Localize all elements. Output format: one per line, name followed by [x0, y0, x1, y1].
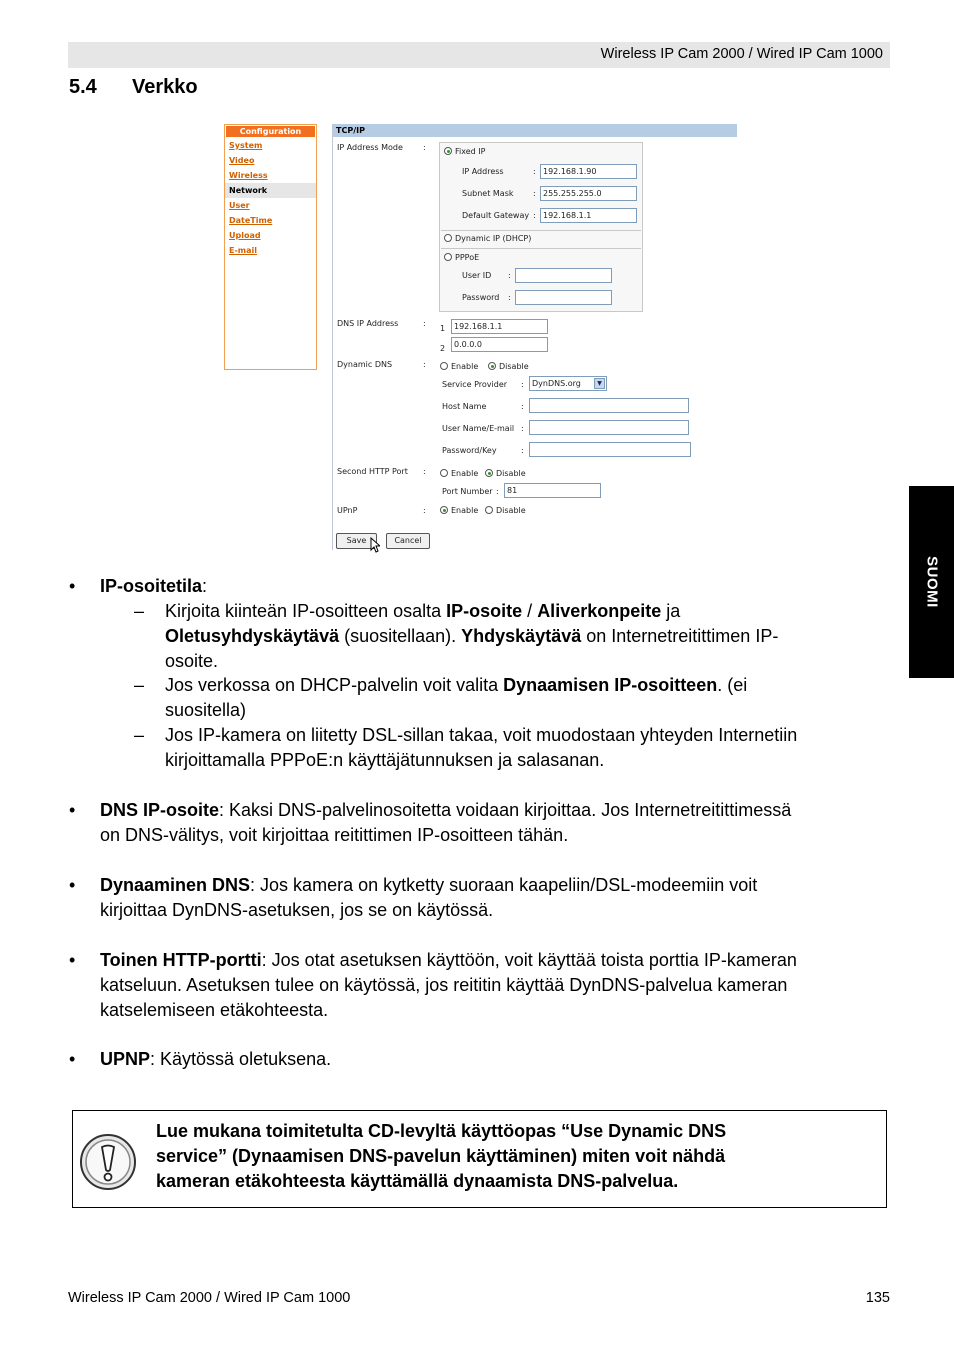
- sub-item-dhcp: Jos verkossa on DHCP-palvelin voit valita Dynaamisen IP-osoitteen. (ei suositella): [165, 675, 748, 720]
- ddns-label: Dynamic DNS: [337, 360, 393, 369]
- dns-label: DNS IP Address: [337, 319, 399, 328]
- running-header: [68, 42, 890, 68]
- radio-ddns-enable[interactable]: [440, 362, 448, 370]
- http2-enable-option[interactable]: Enable: [440, 469, 478, 478]
- divider: [441, 230, 641, 231]
- ip-address-label: IP Address: [462, 167, 504, 176]
- host-name-label: Host Name: [442, 402, 487, 411]
- radio-upnp-disable[interactable]: [485, 506, 493, 514]
- colon: :: [521, 424, 524, 433]
- ddns-key-label: Password/Key: [442, 446, 497, 455]
- nav-item-network[interactable]: Network: [225, 183, 316, 198]
- language-tab: [909, 486, 954, 678]
- nav-item-datetime[interactable]: DateTime: [229, 216, 273, 225]
- provider-label: Service Provider: [442, 380, 508, 389]
- ddns-disable-option[interactable]: Disable: [488, 362, 529, 371]
- colon: :: [423, 360, 426, 369]
- dash: –: [134, 601, 145, 621]
- ddns-enable-option[interactable]: Enable: [440, 362, 478, 371]
- config-nav-header: Configuration: [226, 126, 315, 137]
- sub-item-pppoe: Jos IP-kamera on liitetty DSL-sillan takaa, voit muodostaan yhteyden Internetiin kirjoittamalla PPPoE:n käyttäjätunnuksen ja salasanan.: [165, 725, 798, 770]
- colon: :: [508, 271, 511, 280]
- bullet: •: [69, 800, 76, 820]
- dns2-input[interactable]: 0.0.0.0: [451, 337, 548, 352]
- bullet-http2: Toinen HTTP-portti: Jos otat asetuksen käyttöön, voit käyttää toista porttia IP-kameran katseluun. Asetuksen tulee on käytössä, jos reititin käyttää DynDNS-palvelua kameran katselemiseen etäkohteesta.: [100, 950, 797, 1020]
- radio-fixed-ip[interactable]: [444, 147, 452, 155]
- running-header-title: Wireless IP Cam 2000 / Wired IP Cam 1000: [600, 46, 883, 62]
- pppoe-user-input[interactable]: [515, 268, 612, 283]
- subnet-input[interactable]: 255.255.255.0: [540, 186, 637, 201]
- bullet: •: [69, 875, 76, 895]
- http2-disable-option[interactable]: Disable: [485, 469, 526, 478]
- chevron-down-icon[interactable]: ▼: [594, 378, 605, 389]
- ip-address-input[interactable]: 192.168.1.90: [540, 164, 637, 179]
- mouse-cursor-icon: [370, 537, 380, 553]
- pppoe-password-input[interactable]: [515, 290, 612, 305]
- ddns-user-label: User Name/E-mail: [442, 424, 515, 433]
- nav-item-email[interactable]: E-mail: [229, 246, 258, 255]
- save-button[interactable]: Save: [336, 533, 377, 549]
- radio-ddns-disable[interactable]: [488, 362, 496, 370]
- colon: :: [533, 211, 536, 220]
- page-number: 135: [865, 1290, 890, 1306]
- bullet: •: [69, 1049, 76, 1069]
- panel-title: TCP/IP: [333, 124, 737, 137]
- dash: –: [134, 675, 145, 695]
- pppoe-option[interactable]: PPPoE: [444, 253, 479, 262]
- colon: :: [508, 293, 511, 302]
- exclamation-note-icon: [79, 1133, 137, 1191]
- colon: :: [423, 143, 426, 152]
- colon: :: [496, 487, 499, 496]
- bullet-ip-mode: IP-osoitetila:: [100, 576, 208, 596]
- fixed-ip-option[interactable]: Fixed IP: [444, 147, 485, 156]
- colon: :: [423, 467, 426, 476]
- gateway-input[interactable]: 192.168.1.1: [540, 208, 637, 223]
- gateway-label: Default Gateway: [462, 211, 530, 220]
- http2-label: Second HTTP Port: [337, 467, 408, 476]
- network-settings-screenshot: [222, 122, 738, 554]
- config-nav: [224, 124, 317, 370]
- dns1-input[interactable]: 192.168.1.1: [451, 319, 548, 334]
- radio-http2-disable[interactable]: [485, 469, 493, 477]
- colon: :: [423, 319, 426, 328]
- nav-item-wireless[interactable]: Wireless: [229, 171, 268, 180]
- colon: :: [521, 402, 524, 411]
- section-title: Verkko: [132, 76, 198, 98]
- ddns-user-input[interactable]: [529, 420, 689, 435]
- colon: :: [533, 189, 536, 198]
- radio-dhcp[interactable]: [444, 234, 452, 242]
- bullet: •: [69, 576, 76, 596]
- radio-upnp-enable[interactable]: [440, 506, 448, 514]
- section-number: 5.4: [69, 76, 97, 98]
- nav-item-system[interactable]: System: [229, 141, 263, 150]
- ip-mode-label: IP Address Mode: [337, 143, 403, 152]
- upnp-enable-option[interactable]: Enable: [440, 506, 478, 515]
- bullet-ddns: Dynaaminen DNS: Jos kamera on kytketty suoraan kaapeliin/DSL-modeemiin voit kirjoittaa DynDNS-asetuksen, jos se on käytössä.: [100, 875, 758, 920]
- footer-title: Wireless IP Cam 2000 / Wired IP Cam 1000: [68, 1290, 351, 1306]
- colon: :: [521, 380, 524, 389]
- bullet-dns: DNS IP-osoite: Kaksi DNS-palvelinosoitetta voidaan kirjoittaa. Jos Internetreitittimessä on DNS-välitys, voit kirjoittaa reitittimen IP-osoitteen tähän.: [100, 800, 792, 845]
- radio-http2-enable[interactable]: [440, 469, 448, 477]
- nav-item-upload[interactable]: Upload: [229, 231, 261, 240]
- upnp-disable-option[interactable]: Disable: [485, 506, 526, 515]
- dns-index-2: 2: [440, 344, 446, 353]
- bullet-upnp: UPNP: Käytössä oletuksena.: [100, 1049, 332, 1069]
- sub-item-fixed-ip: Kirjoita kiinteän IP-osoitteen osalta IP-osoite / Aliverkonpeite ja Oletusyhdyskäytävä (suositellaan). Yhdyskäytävä on Internetreitittimen IP- osoite.: [165, 601, 779, 671]
- language-tab-label: SUOMI: [923, 556, 940, 608]
- radio-pppoe[interactable]: [444, 253, 452, 261]
- dhcp-option[interactable]: Dynamic IP (DHCP): [444, 234, 531, 243]
- ddns-key-input[interactable]: [529, 442, 691, 457]
- note-text: Lue mukana toimitetulta CD-levyltä käyttöopas “Use Dynamic DNS service” (Dynaamisen DNS-pavelun käyttäminen) miten voit nähdä kameran etäkohteesta käyttämällä dynaamista DNS-palvelua.: [156, 1121, 727, 1191]
- dns-index-1: 1: [440, 324, 446, 333]
- dash: –: [134, 725, 145, 745]
- divider: [441, 248, 641, 249]
- colon: :: [521, 446, 524, 455]
- provider-select[interactable]: DynDNS.org ▼: [529, 376, 607, 391]
- subnet-label: Subnet Mask: [462, 189, 514, 198]
- upnp-label: UPnP: [337, 506, 358, 515]
- nav-item-video[interactable]: Video: [229, 156, 255, 165]
- tcpip-panel: [332, 124, 737, 550]
- bullet: •: [69, 950, 76, 970]
- pppoe-password-label: Password: [462, 293, 500, 302]
- nav-item-user[interactable]: User: [229, 201, 250, 210]
- note-box: [72, 1110, 887, 1208]
- colon: :: [423, 506, 426, 515]
- port-number-input[interactable]: 81: [504, 483, 601, 498]
- user-id-label: User ID: [462, 271, 492, 280]
- section-heading: [69, 76, 198, 99]
- colon: :: [533, 167, 536, 176]
- port-number-label: Port Number: [442, 487, 493, 496]
- cancel-button[interactable]: Cancel: [386, 533, 430, 549]
- host-name-input[interactable]: [529, 398, 689, 413]
